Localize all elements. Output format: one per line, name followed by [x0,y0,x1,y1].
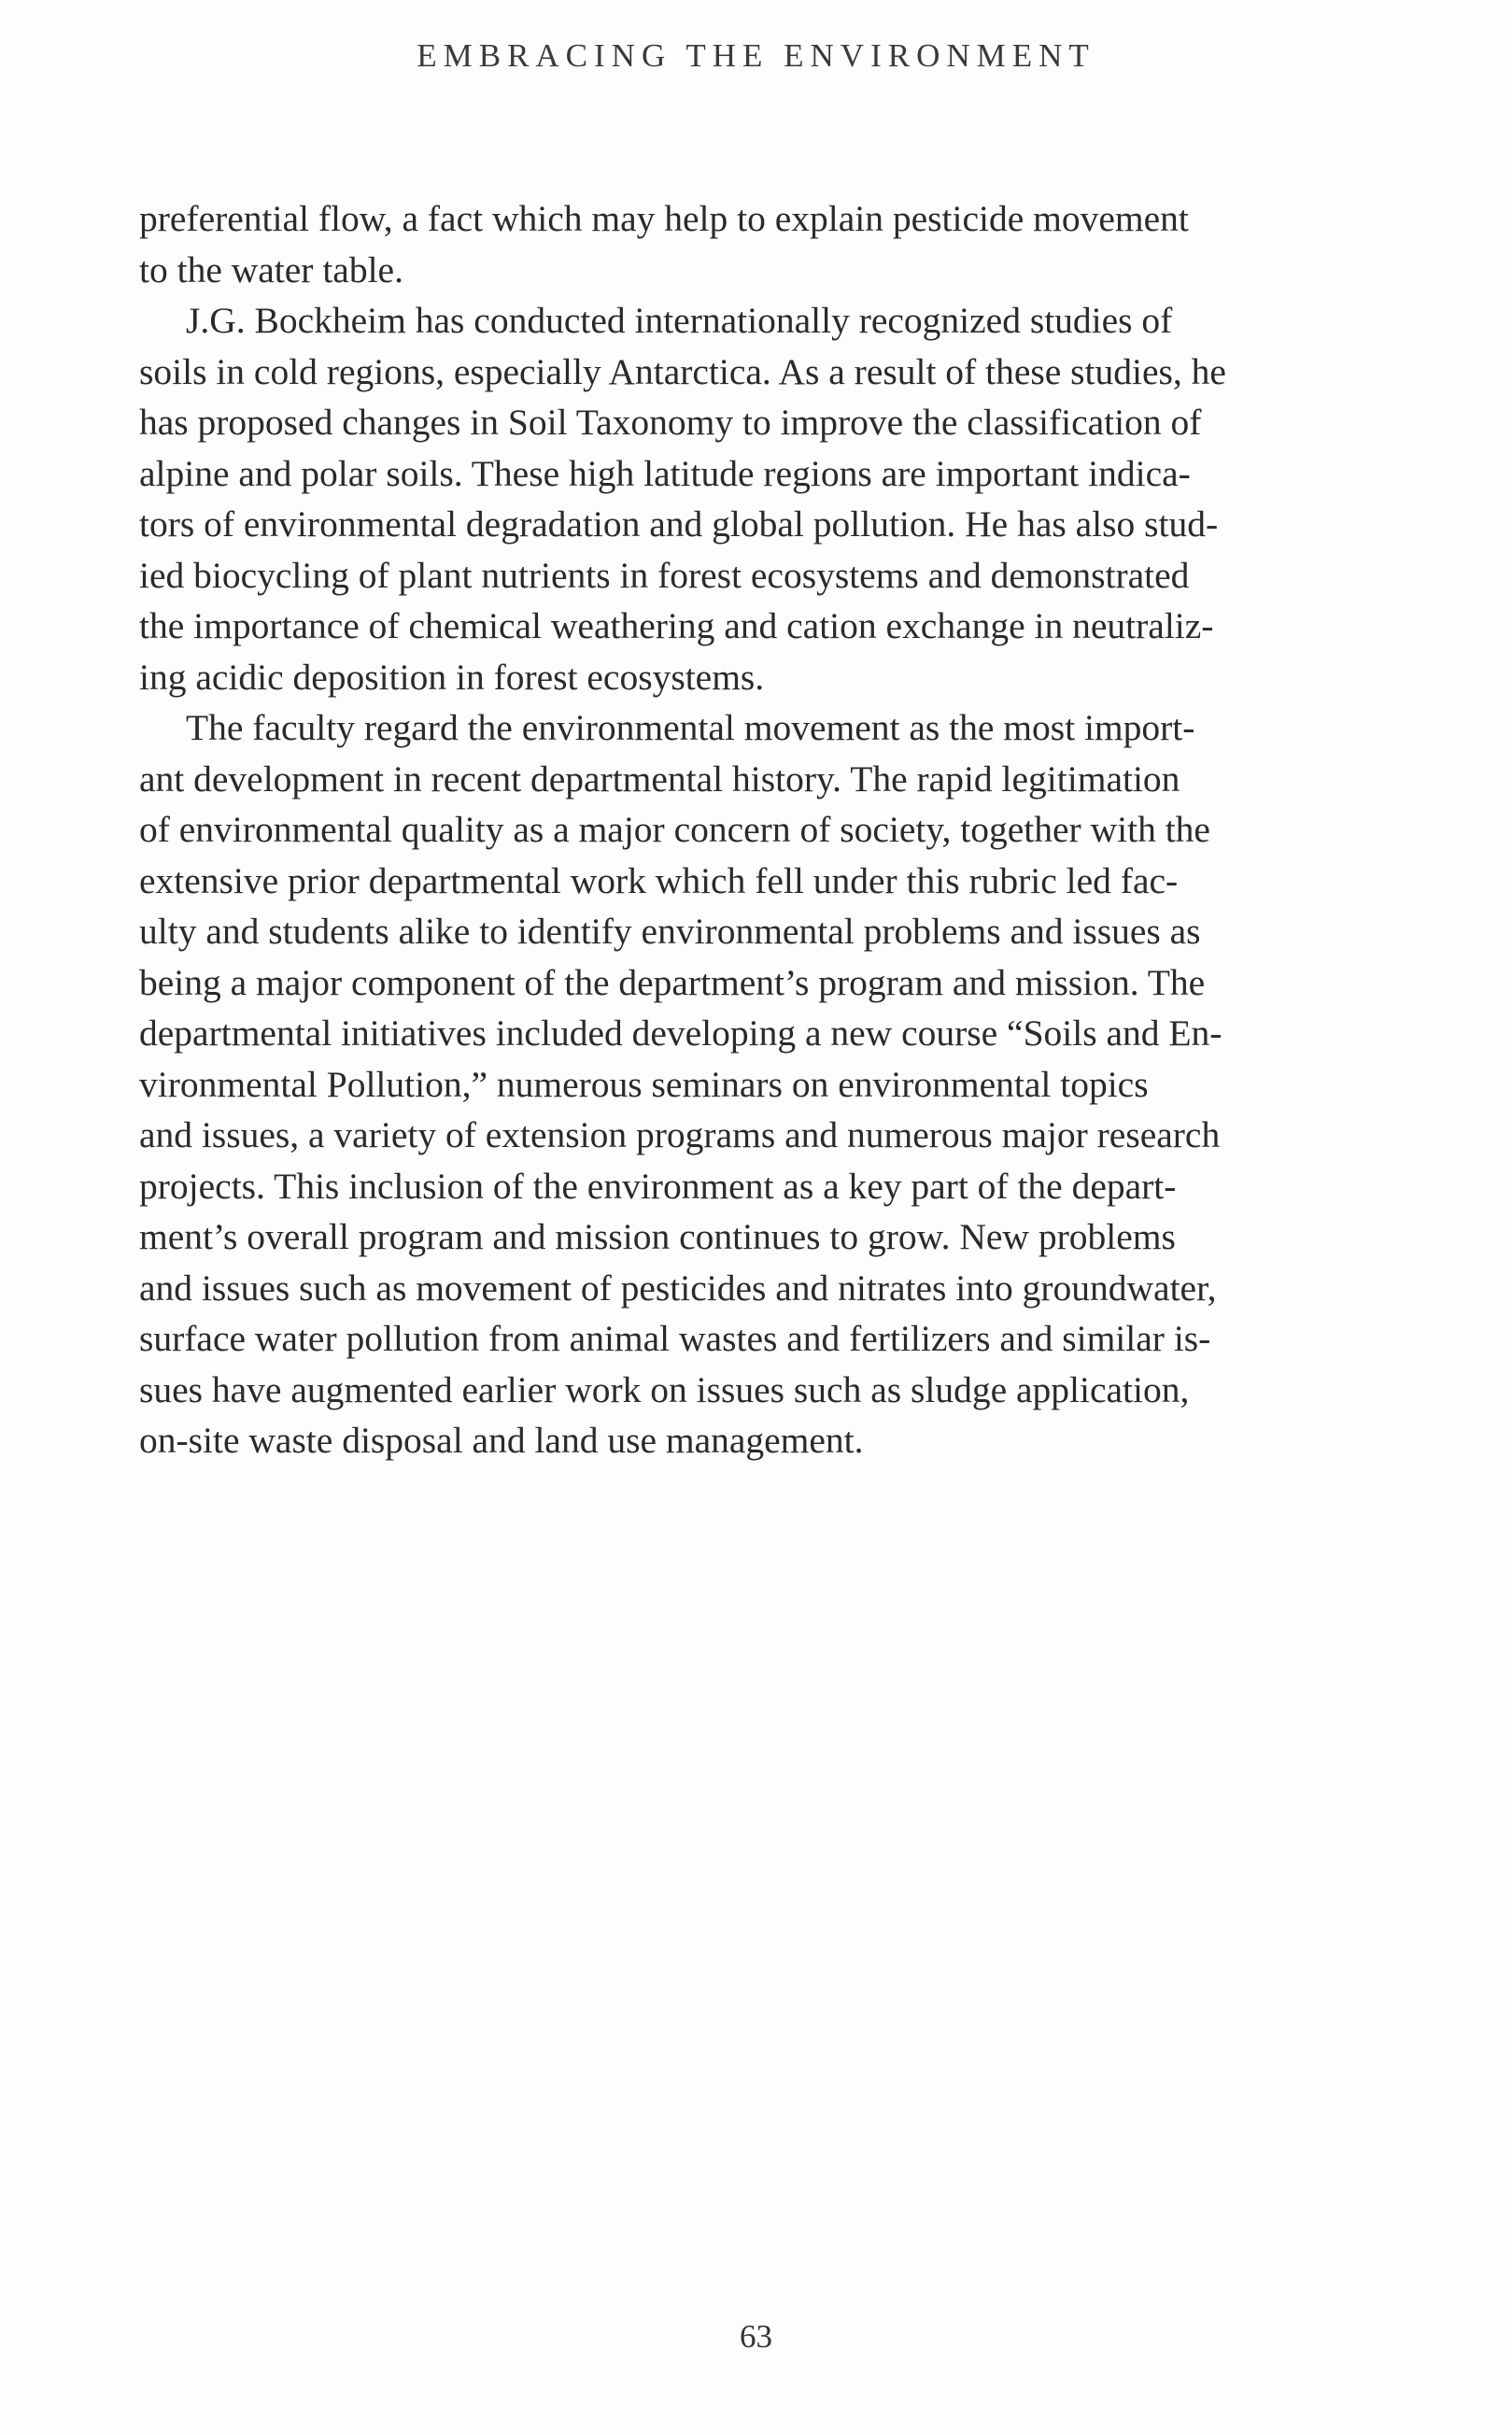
text-line: of environmental quality as a major concern of society, together with the [139,809,1210,850]
text-line: ied biocycling of plant nutrients in forest ecosystems and demonstrated [139,554,1190,596]
text-line: to the water table. [139,248,403,290]
text-line: preferential flow, a fact which may help to explain pesticide movement [139,198,1189,239]
text-line: ulty and students alike to identify environmental problems and issues as [139,911,1201,952]
text-line: extensive prior departmental work which fell under this rubric led fac- [139,859,1179,901]
text-line: departmental initiatives included developing a new course “Soils and En- [139,1012,1222,1054]
text-line: ant development in recent departmental history. The rapid legitimation [139,757,1180,800]
paragraph-1 [139,193,1400,295]
running-head: EMBRACING THE ENVIRONMENT [417,37,1095,74]
paragraph-3 [139,702,1400,1466]
paragraph-2 [139,295,1400,702]
text-line: and issues such as movement of pesticides and nitrates into groundwater, [139,1267,1217,1309]
text-line: tors of environmental degradation and global pollution. He has also stud- [139,503,1219,545]
text-line: vironmental Pollution,” numerous seminars on environmental topics [139,1063,1149,1105]
text-line: ment’s overall program and mission continues to grow. New problems [139,1216,1176,1257]
text-line: sues have augmented earlier work on issues such as sludge application, [139,1368,1190,1410]
text-line: ing acidic deposition in forest ecosystems. [139,656,765,698]
text-line: the importance of chemical weathering and cation exchange in neutraliz- [139,605,1214,646]
text-line: has proposed changes in Soil Taxonomy to improve the classification of [139,402,1202,443]
text-line: surface water pollution from animal wastes and fertilizers and similar is- [139,1318,1211,1359]
text-line: alpine and polar soils. These high latitude regions are important indica- [139,452,1191,494]
page-number: 63 [740,2318,772,2355]
text-line: soils in cold regions, especially Antarctica. As a result of these studies, he [139,350,1226,392]
text-line: and issues, a variety of extension programs and numerous major research [139,1114,1221,1155]
body-text [139,193,1400,1466]
text-line: The faculty regard the environmental movement as the most import- [186,707,1195,748]
text-line: being a major component of the department’s program and mission. The [139,961,1206,1003]
text-line: projects. This inclusion of the environment as a key part of the depart- [139,1165,1177,1207]
text-line: J.G. Bockheim has conducted internationally recognized studies of [186,300,1173,341]
text-line: on-site waste disposal and land use management. [139,1420,864,1461]
